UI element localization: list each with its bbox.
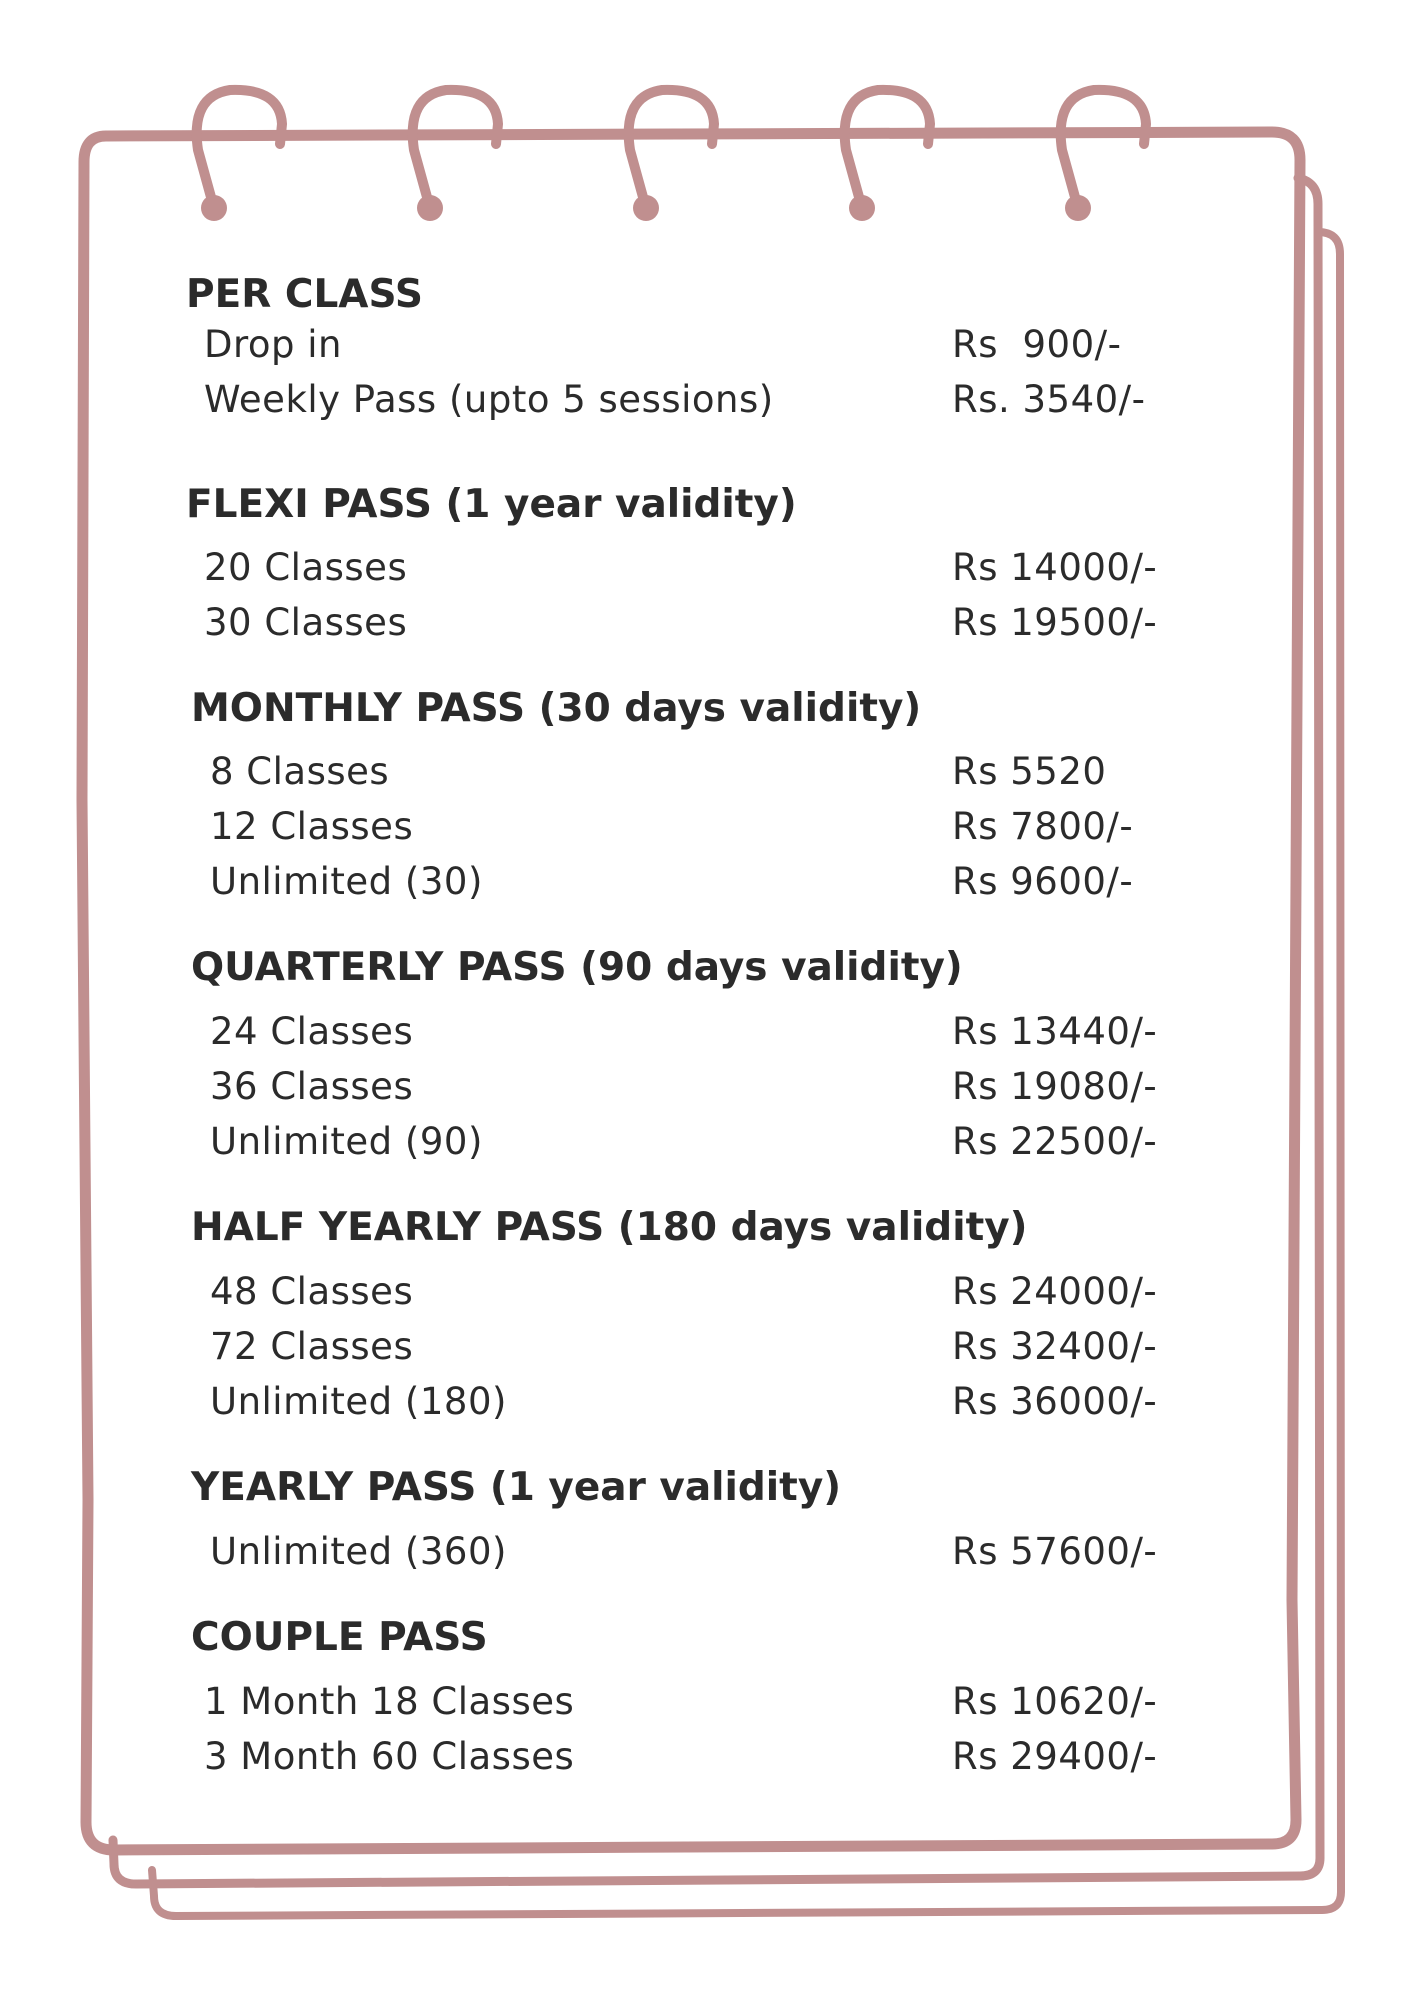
section-heading-quarterly-pass: QUARTERLY PASS (90 days validity): [191, 945, 963, 990]
item-label-weekly-pass: Weekly Pass (upto 5 sessions): [204, 378, 774, 421]
spiral-ring-2: [413, 90, 498, 221]
item-price-yearly-unlimited: Rs 57600/-: [952, 1530, 1158, 1573]
section-heading-monthly-pass: MONTHLY PASS (30 days validity): [191, 686, 922, 731]
item-price-quarterly-36: Rs 19080/-: [952, 1065, 1158, 1108]
spiral-ring-3: [629, 90, 714, 221]
item-label-half-yearly-48: 48 Classes: [210, 1270, 414, 1313]
item-label-drop-in: Drop in: [204, 323, 343, 366]
section-heading-yearly-pass: YEARLY PASS (1 year validity): [191, 1465, 842, 1510]
item-label-quarterly-36: 36 Classes: [210, 1065, 414, 1108]
item-price-couple-3-month: Rs 29400/-: [952, 1735, 1158, 1778]
item-price-quarterly-24: Rs 13440/-: [952, 1010, 1158, 1053]
item-label-quarterly-24: 24 Classes: [210, 1010, 414, 1053]
item-price-half-yearly-unlimited: Rs 36000/-: [952, 1380, 1158, 1423]
item-label-flexi-20: 20 Classes: [204, 546, 408, 589]
section-heading-per-class: PER CLASS: [186, 272, 423, 317]
item-label-couple-3-month: 3 Month 60 Classes: [204, 1735, 575, 1778]
item-price-half-yearly-48: Rs 24000/-: [952, 1270, 1158, 1313]
item-price-monthly-unlimited: Rs 9600/-: [952, 860, 1134, 903]
section-heading-half-yearly-pass: HALF YEARLY PASS (180 days validity): [191, 1205, 1028, 1250]
item-label-flexi-30: 30 Classes: [204, 601, 408, 644]
item-label-half-yearly-72: 72 Classes: [210, 1325, 414, 1368]
item-price-monthly-8: Rs 5520: [952, 750, 1107, 793]
section-heading-flexi-pass: FLEXI PASS (1 year validity): [186, 482, 797, 527]
item-price-weekly-pass: Rs. 3540/-: [952, 378, 1146, 421]
item-label-monthly-12: 12 Classes: [210, 805, 414, 848]
item-price-couple-1-month: Rs 10620/-: [952, 1680, 1158, 1723]
item-price-drop-in: Rs 900/-: [952, 323, 1122, 366]
item-price-quarterly-unlimited: Rs 22500/-: [952, 1120, 1158, 1163]
item-label-half-yearly-unlimited: Unlimited (180): [210, 1380, 507, 1423]
item-label-quarterly-unlimited: Unlimited (90): [210, 1120, 483, 1163]
spiral-ring-1: [197, 90, 282, 221]
item-label-couple-1-month: 1 Month 18 Classes: [204, 1680, 575, 1723]
item-price-flexi-30: Rs 19500/-: [952, 601, 1158, 644]
item-label-yearly-unlimited: Unlimited (360): [210, 1530, 507, 1573]
item-price-flexi-20: Rs 14000/-: [952, 546, 1158, 589]
item-label-monthly-unlimited: Unlimited (30): [210, 860, 483, 903]
section-heading-couple-pass: COUPLE PASS: [191, 1615, 488, 1660]
spiral-ring-4: [845, 90, 930, 221]
item-price-monthly-12: Rs 7800/-: [952, 805, 1134, 848]
spiral-ring-5: [1061, 90, 1146, 221]
item-price-half-yearly-72: Rs 32400/-: [952, 1325, 1158, 1368]
item-label-monthly-8: 8 Classes: [210, 750, 390, 793]
